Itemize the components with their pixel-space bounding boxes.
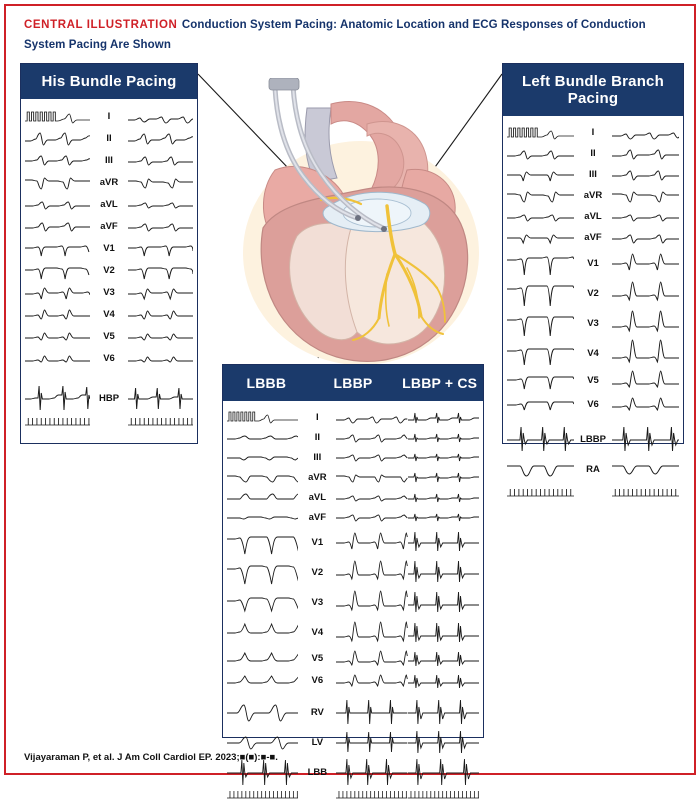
ecg-lead-label: V3 (311, 596, 324, 608)
ecg-row-hbp (25, 383, 193, 413)
ecg-lead-label: I (107, 110, 111, 122)
ecg-trace-lbbb (227, 407, 298, 427)
ecg-lead-label: aVF (308, 511, 327, 523)
ecg-trace-lbbp-cs (408, 407, 479, 427)
ecg-lead-label: V5 (103, 330, 115, 342)
ecg-row (227, 669, 479, 691)
ecg-lead-label: II (106, 132, 112, 144)
ecg-trace-lbbp-cs-rv (408, 697, 479, 727)
ecg-trace-lbbp-paced (612, 424, 679, 454)
ecg-trace-lbbp-rv (336, 697, 407, 727)
ecg-lead-label: V3 (103, 286, 115, 298)
ecg-trace-lbbp (336, 467, 407, 487)
ecg-calibration-native (25, 413, 90, 429)
ecg-trace-paced (128, 215, 193, 237)
ecg-row (25, 215, 193, 237)
ecg-calibration-paced (128, 413, 193, 429)
ecg-trace-lbbp-cs-lbb (408, 757, 479, 787)
ecg-trace-lbbb (227, 507, 298, 527)
ecg-trace-paced (612, 143, 679, 164)
ecg-lead-label: V2 (103, 264, 115, 276)
ecg-trace-lbbp-cs (408, 427, 479, 447)
ecg-lead-label: V5 (587, 374, 599, 386)
ecg-trace-paced (128, 303, 193, 325)
ecg-trace-ra-paced (612, 454, 679, 484)
ecg-row (227, 557, 479, 587)
ecg-row (25, 127, 193, 149)
ecg-row (25, 347, 193, 369)
ecg-calibration-lbbp-cs (408, 787, 479, 801)
column-header-lbbb: LBBB (246, 375, 287, 391)
ecg-trace-native (25, 347, 90, 369)
column-header-lbbp-cs: LBBP + CS (402, 375, 478, 391)
ecg-trace-lbbb (227, 587, 298, 617)
ecg-trace-lbbp (336, 647, 407, 669)
ecg-trace-hbp-native (25, 383, 90, 413)
ecg-trace-lbbp-cs (408, 507, 479, 527)
ecg-trace-lbbb (227, 447, 298, 467)
ecg-trace-paced (128, 171, 193, 193)
ecg-row (227, 617, 479, 647)
ecg-row (25, 171, 193, 193)
ecg-lead-label: V1 (103, 242, 115, 254)
column-header-lbbp: LBBP (333, 375, 373, 391)
ecg-lead-label: LBB (307, 766, 328, 778)
ecg-lead-label: V4 (103, 308, 115, 320)
ecg-trace-paced (128, 149, 193, 171)
ecg-trace-paced (612, 278, 679, 308)
ecg-lead-label: V6 (587, 398, 599, 410)
ecg-row (227, 407, 479, 427)
ecg-trace-lbbp-cs (408, 617, 479, 647)
header-kicker: CENTRAL ILLUSTRATION (24, 19, 178, 31)
panel-left-bundle-branch-pacing (502, 63, 684, 475)
ecg-trace-lbbp-cs (408, 467, 479, 487)
ecg-row (507, 164, 679, 185)
ecg-trace-lbbp (336, 447, 407, 467)
ecg-trace-lbbp-cs (408, 527, 479, 557)
ecg-lead-label: III (105, 154, 113, 166)
ecg-row (507, 368, 679, 392)
figure-header (24, 14, 684, 54)
ecg-trace-native (25, 149, 90, 171)
ecg-trace-paced (128, 193, 193, 215)
panel-lbbb-comparison (222, 364, 484, 778)
ecg-trace-paced (612, 338, 679, 368)
ecg-trace-lbbp-cs (408, 557, 479, 587)
ecg-calibration-native (507, 484, 574, 500)
ecg-lead-label: V2 (587, 287, 599, 299)
ecg-calibration-paced (612, 484, 679, 500)
ecg-row (25, 325, 193, 347)
panel-lbbp-body (503, 116, 683, 504)
ecg-lead-label: RV (310, 706, 324, 718)
ecg-row (507, 227, 679, 248)
ecg-trace-lbbp-cs (408, 487, 479, 507)
ecg-lead-label: I (316, 411, 319, 423)
ecg-lead-label: aVF (100, 220, 118, 232)
ecg-row (25, 105, 193, 127)
ecg-trace-lbbp (336, 669, 407, 691)
ecg-lead-label: V6 (311, 674, 324, 686)
ecg-trace-lbbp (336, 527, 407, 557)
ecg-trace-native (507, 308, 574, 338)
ecg-trace-native (507, 206, 574, 227)
ecg-trace-lbbb (227, 647, 298, 669)
ecg-row (227, 587, 479, 617)
ecg-trace-lbbp (336, 507, 407, 527)
ecg-lead-label: aVF (584, 232, 602, 243)
ecg-trace-paced (128, 259, 193, 281)
ecg-trace-lbbp (336, 407, 407, 427)
ecg-row (25, 259, 193, 281)
ecg-trace-native (25, 259, 90, 281)
ecg-trace-paced (128, 127, 193, 149)
ecg-row (227, 467, 479, 487)
ecg-lead-label: II (314, 431, 320, 443)
ecg-trace-native (507, 122, 574, 143)
ecg-trace-lbbb (227, 467, 298, 487)
ecg-row (25, 303, 193, 325)
ecg-trace-lbbp-cs (408, 647, 479, 669)
ecg-lead-label: aVL (584, 211, 602, 222)
panel-lbbb-body (223, 401, 483, 805)
ecg-row (25, 237, 193, 259)
ecg-lead-label: I (591, 127, 595, 138)
ecg-calibration-row (227, 787, 479, 801)
ecg-row-ra (507, 454, 679, 484)
ecg-trace-native (25, 303, 90, 325)
ecg-trace-native (507, 368, 574, 392)
ecg-trace-native (25, 325, 90, 347)
ecg-trace-paced (128, 237, 193, 259)
ecg-trace-native (507, 164, 574, 185)
ecg-trace-paced (128, 347, 193, 369)
ecg-lead-label: aVR (308, 471, 327, 483)
ecg-row-rv (227, 697, 479, 727)
ecg-trace-lbbb (227, 487, 298, 507)
ecg-trace-paced (128, 325, 193, 347)
ecg-trace-ra-native (507, 454, 574, 484)
ecg-trace-lbbb (227, 669, 298, 691)
ecg-trace-paced (612, 206, 679, 227)
ecg-trace-lbbb (227, 617, 298, 647)
ecg-lead-label: III (313, 451, 322, 463)
ecg-row (227, 447, 479, 467)
ecg-trace-lbbp-native (507, 424, 574, 454)
ecg-lead-label: LBBP (580, 433, 606, 445)
ecg-row (507, 206, 679, 227)
ecg-lead-label: V2 (311, 566, 324, 578)
ecg-trace-paced (612, 227, 679, 248)
ecg-trace-native (25, 127, 90, 149)
ecg-row (507, 122, 679, 143)
ecg-trace-native (25, 171, 90, 193)
ecg-lead-label: III (589, 169, 597, 180)
ecg-trace-lbbp (336, 617, 407, 647)
ecg-row (25, 149, 193, 171)
ecg-lead-label: LV (311, 736, 324, 748)
ecg-trace-native (507, 338, 574, 368)
ecg-trace-paced (612, 164, 679, 185)
ecg-calibration-lbbp (336, 787, 407, 801)
ecg-trace-lbbp-cs-lv (408, 727, 479, 757)
ecg-row (227, 507, 479, 527)
page-title: Conduction System Pacing: Anatomic Location and ECG Responses of Conduction System Pacing Are Shown (24, 19, 646, 51)
panel-his-bundle-pacing (20, 63, 198, 444)
ecg-row-lbbp (507, 424, 679, 454)
panel-lbbb-header (223, 365, 483, 401)
ecg-trace-lbbb (227, 557, 298, 587)
ecg-trace-paced (128, 105, 193, 127)
ecg-lead-label: V6 (103, 352, 115, 364)
ecg-calibration-row (25, 413, 193, 429)
ecg-trace-paced (612, 185, 679, 206)
ecg-lead-label: aVL (100, 198, 118, 210)
ecg-row (227, 487, 479, 507)
ecg-trace-native (507, 248, 574, 278)
ecg-lead-label: V4 (311, 626, 324, 638)
heart-anatomy-svg (211, 78, 501, 378)
ecg-lead-label: V4 (587, 347, 599, 359)
ecg-row (507, 185, 679, 206)
ecg-trace-native (507, 392, 574, 416)
ecg-trace-native (25, 215, 90, 237)
ecg-row (507, 392, 679, 416)
ecg-calibration-row (507, 484, 679, 500)
ecg-lead-label: aVL (308, 491, 327, 503)
ecg-lead-label: V3 (587, 317, 599, 329)
ecg-trace-native (25, 281, 90, 303)
heart-illustration (211, 78, 501, 378)
ecg-trace-paced (612, 308, 679, 338)
ecg-row (507, 143, 679, 164)
ecg-trace-paced (612, 248, 679, 278)
ecg-trace-native (25, 105, 90, 127)
ecg-lead-label: II (590, 148, 596, 159)
ecg-trace-native (25, 193, 90, 215)
figure-frame (4, 4, 696, 778)
ecg-trace-paced (612, 392, 679, 416)
ecg-row (227, 647, 479, 669)
ecg-lead-label: V1 (587, 257, 599, 269)
ecg-trace-lbbb (227, 427, 298, 447)
panel-lbbp-title: Left Bundle Branch Pacing (503, 64, 683, 116)
ecg-trace-paced (612, 122, 679, 143)
ecg-trace-lbbp (336, 557, 407, 587)
ecg-trace-native (507, 278, 574, 308)
ecg-calibration-lbbb (227, 787, 298, 801)
ecg-trace-lbbp-cs (408, 669, 479, 691)
ecg-row (25, 281, 193, 303)
ecg-lead-label: RA (586, 463, 600, 475)
ecg-trace-native (507, 185, 574, 206)
ecg-trace-paced (612, 368, 679, 392)
figure-citation: Vijayaraman P, et al. J Am Coll Cardiol EP. 2023;■(■):■-■. (24, 752, 278, 763)
ecg-row (507, 278, 679, 308)
ecg-lead-label: HBP (98, 392, 120, 404)
ecg-row (25, 193, 193, 215)
ecg-lead-label: V1 (311, 536, 324, 548)
ecg-trace-lbbp (336, 427, 407, 447)
ecg-row (507, 308, 679, 338)
ecg-trace-lbbp-cs (408, 587, 479, 617)
ecg-trace-native (507, 143, 574, 164)
ecg-trace-native (507, 227, 574, 248)
ecg-row (507, 248, 679, 278)
ecg-row (507, 338, 679, 368)
ecg-lead-label: V5 (311, 652, 324, 664)
ecg-trace-hbp-paced (128, 383, 193, 413)
ecg-trace-paced (128, 281, 193, 303)
ecg-trace-lbbp (336, 587, 407, 617)
ecg-lead-label: aVR (583, 190, 603, 201)
ecg-trace-lbbp-cs (408, 447, 479, 467)
panel-his-title: His Bundle Pacing (21, 64, 197, 99)
ecg-trace-native (25, 237, 90, 259)
ecg-trace-lbbp-lbb (336, 757, 407, 787)
ecg-row (227, 427, 479, 447)
ecg-trace-lbbp (336, 487, 407, 507)
ecg-trace-lbbb-rv (227, 697, 298, 727)
ecg-trace-lbbp-lv (336, 727, 407, 757)
ecg-trace-lbbb (227, 527, 298, 557)
panel-his-body (21, 99, 197, 433)
ecg-lead-label: aVR (99, 176, 119, 188)
ecg-row (227, 527, 479, 557)
